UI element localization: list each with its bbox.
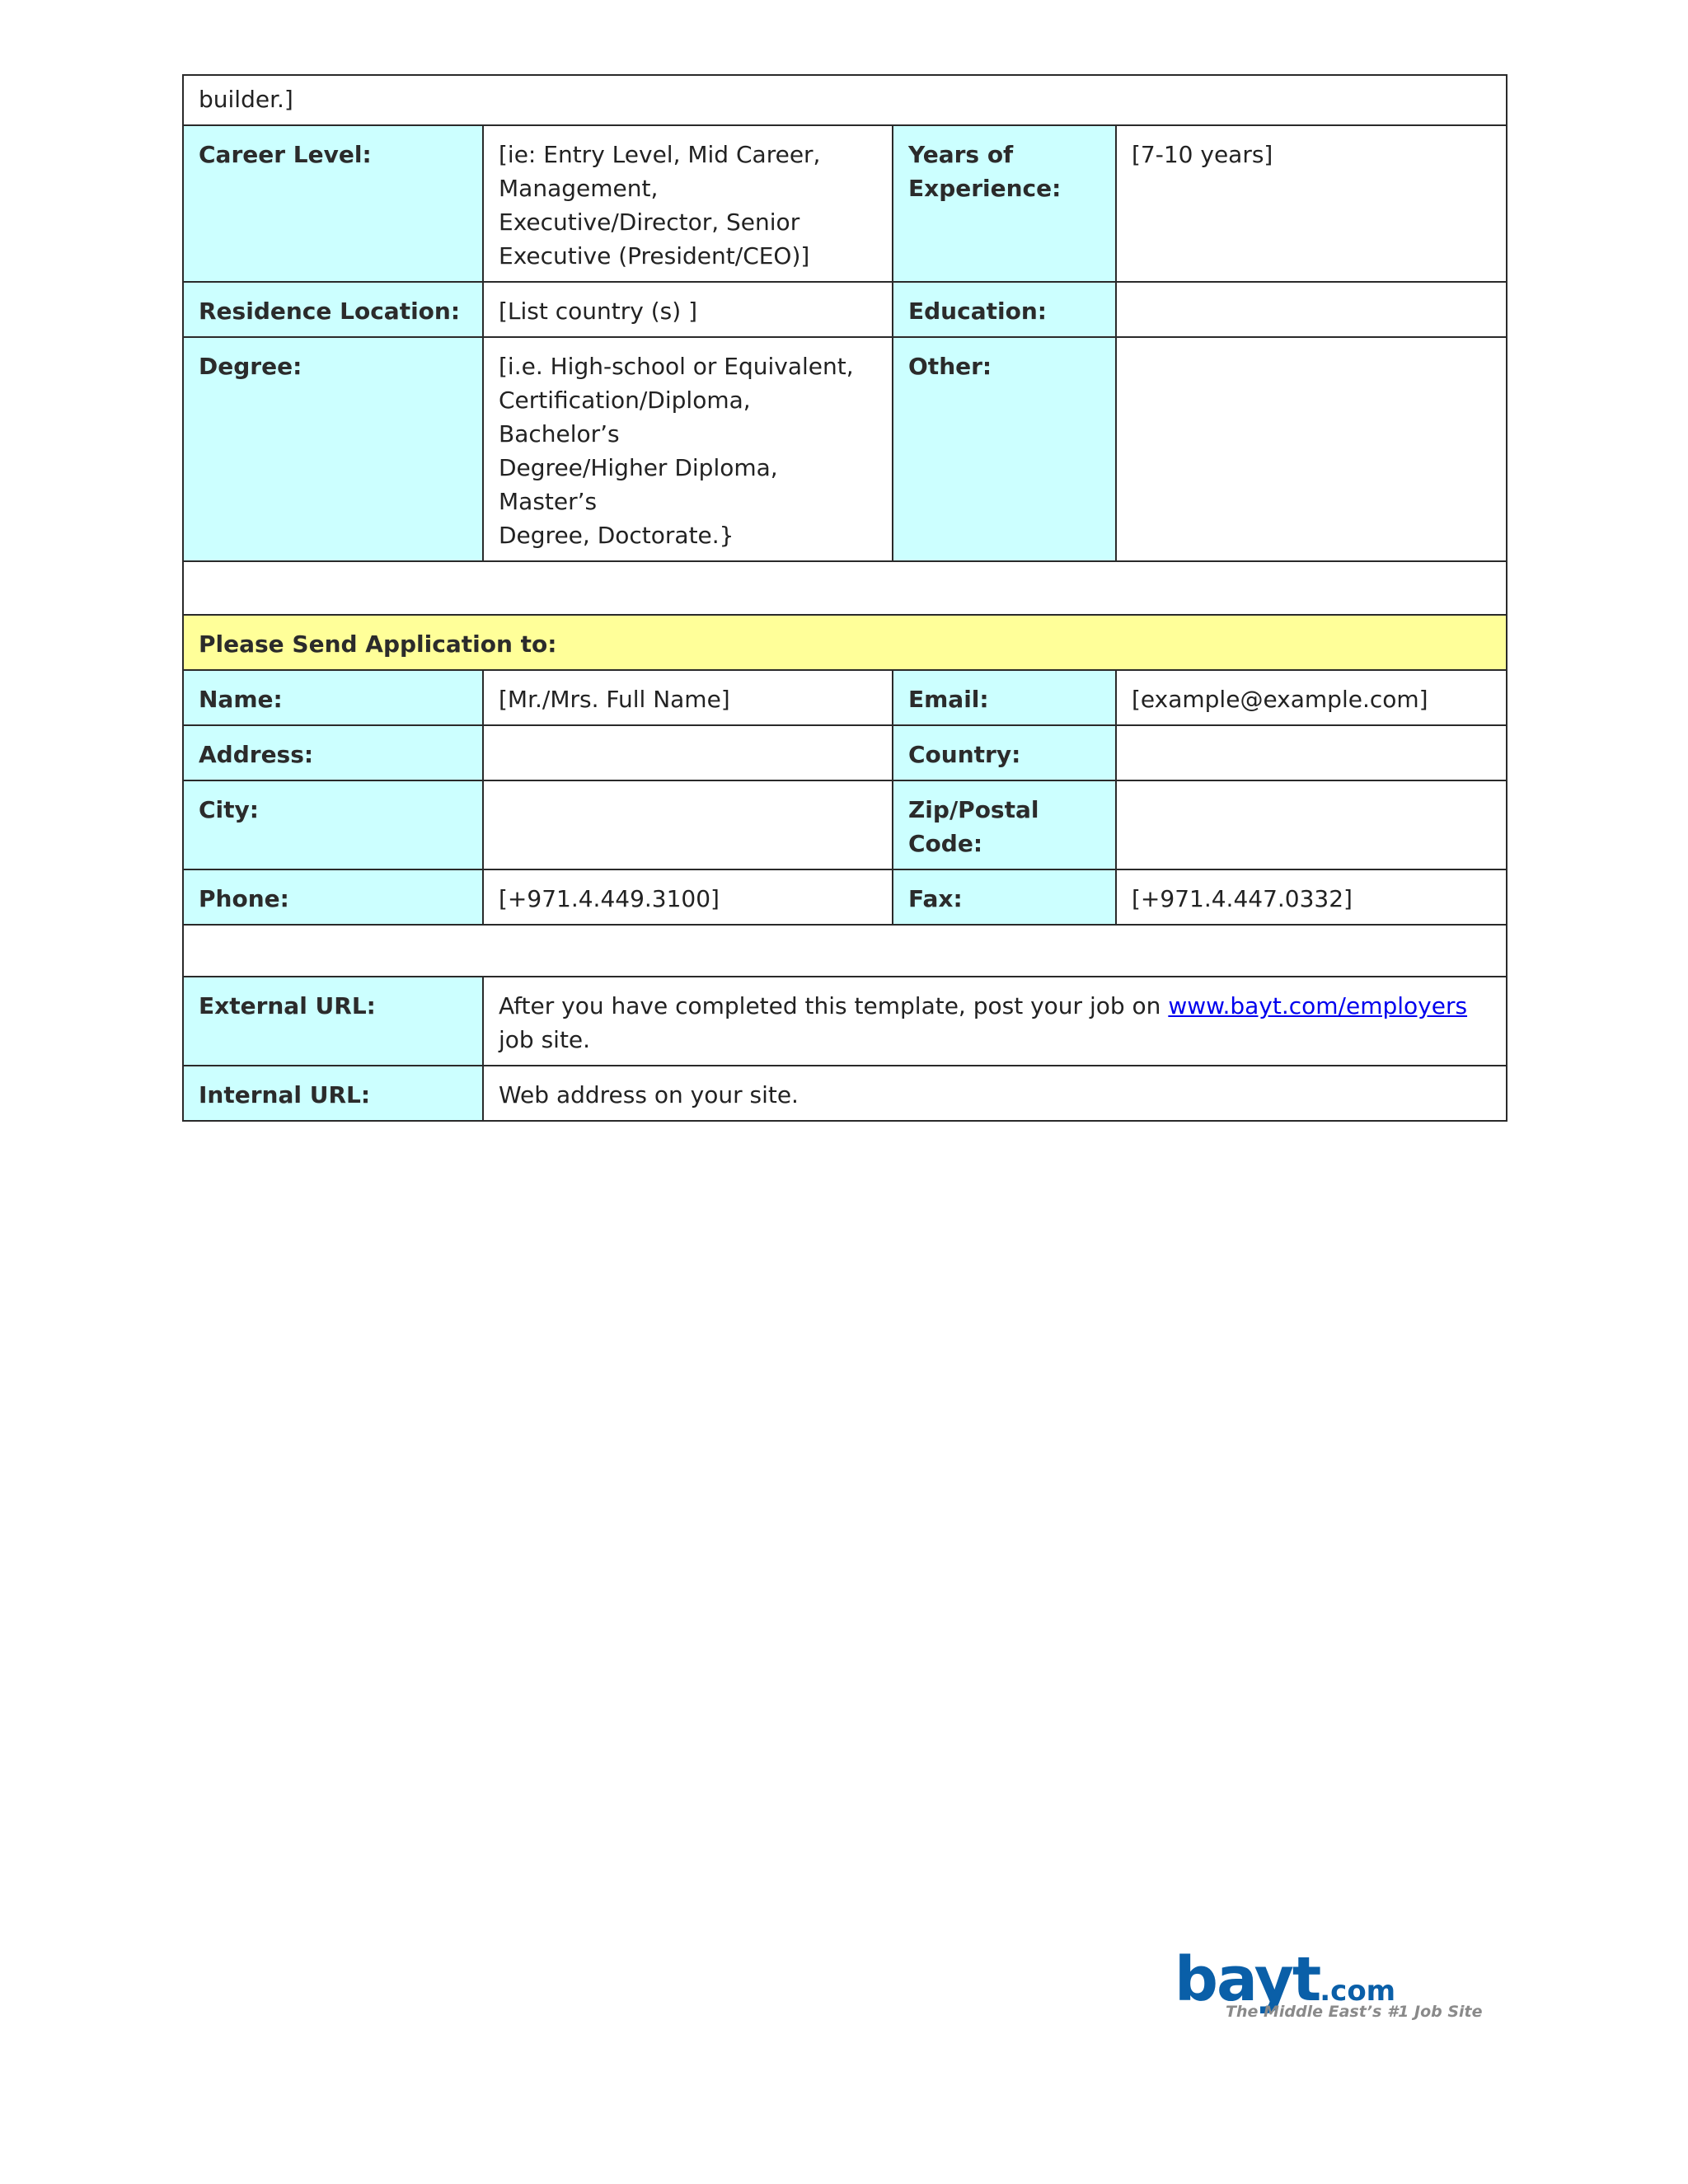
city-label: City: xyxy=(183,780,483,869)
education-value xyxy=(1116,282,1507,337)
builder-text: builder.] xyxy=(199,86,293,113)
degree-line: Degree/Higher Diploma, Master’s xyxy=(499,454,778,515)
residence-location-value: [List country (s) ] xyxy=(483,282,893,337)
career-level-value xyxy=(483,125,893,282)
external-url-text-before: After you have completed this template, post your job on xyxy=(499,992,1169,1019)
external-url-value xyxy=(483,977,1507,1066)
career-level-line: [ie: Entry Level, Mid Career, xyxy=(499,141,821,168)
country-value xyxy=(1116,725,1507,780)
table-row xyxy=(183,670,1507,725)
fax-value: [+971.4.447.0332] xyxy=(1116,869,1507,925)
external-url-label: External URL: xyxy=(183,977,483,1066)
table-row xyxy=(183,725,1507,780)
name-label: Name: xyxy=(183,670,483,725)
internal-url-label: Internal URL: xyxy=(183,1066,483,1121)
phone-label: Phone: xyxy=(183,869,483,925)
career-level-line: Executive/Director, Senior xyxy=(499,209,800,236)
table-row xyxy=(183,977,1507,1066)
table-row xyxy=(183,561,1507,615)
degree-line: [i.e. High-school or Equivalent, xyxy=(499,353,854,380)
logo-suffix: .com xyxy=(1320,1975,1396,2008)
fax-label: Fax: xyxy=(893,869,1116,925)
degree-line: Certification/Diploma, Bachelor’s xyxy=(499,387,751,448)
table-row xyxy=(183,869,1507,925)
education-label: Education: xyxy=(893,282,1116,337)
other-label: Other: xyxy=(893,337,1116,561)
spacer-row xyxy=(183,561,1507,615)
email-value: [example@example.com] xyxy=(1116,670,1507,725)
city-value xyxy=(483,780,893,869)
spacer-row xyxy=(183,925,1507,977)
years-experience-label xyxy=(893,125,1116,282)
degree-value xyxy=(483,337,893,561)
phone-value: [+971.4.449.3100] xyxy=(483,869,893,925)
logo-tagline: The Middle East’s #1 Job Site xyxy=(1226,2003,1483,2021)
table-row xyxy=(183,282,1507,337)
table-row xyxy=(183,75,1507,125)
years-label-line: Experience: xyxy=(908,175,1062,202)
zip-value xyxy=(1116,780,1507,869)
other-value xyxy=(1116,337,1507,561)
table-row xyxy=(183,615,1507,670)
table-row xyxy=(183,337,1507,561)
table-row xyxy=(183,780,1507,869)
table-row xyxy=(183,125,1507,282)
job-template-table xyxy=(182,74,1507,1122)
years-experience-value: [7-10 years] xyxy=(1116,125,1507,282)
internal-url-value: Web address on your site. xyxy=(483,1066,1507,1121)
name-value: [Mr./Mrs. Full Name] xyxy=(483,670,893,725)
table-row xyxy=(183,1066,1507,1121)
residence-location-label: Residence Location: xyxy=(183,282,483,337)
send-application-header: Please Send Application to: xyxy=(183,615,1507,670)
career-level-line: Management, xyxy=(499,175,659,202)
builder-cell xyxy=(183,75,1507,125)
logo-brand: bayt xyxy=(1175,1944,1320,2015)
career-level-line: Executive (President/CEO)] xyxy=(499,242,810,269)
address-label: Address: xyxy=(183,725,483,780)
employers-link[interactable]: www.bayt.com/employers xyxy=(1168,992,1468,1019)
table-row xyxy=(183,925,1507,977)
external-url-text-after: job site. xyxy=(499,1026,591,1053)
zip-label: Zip/Postal Code: xyxy=(893,780,1116,869)
bayt-logo xyxy=(1175,1944,1488,2027)
degree-label: Degree: xyxy=(183,337,483,561)
country-label: Country: xyxy=(893,725,1116,780)
address-value xyxy=(483,725,893,780)
years-label-line: Years of xyxy=(908,141,1014,168)
email-label: Email: xyxy=(893,670,1116,725)
degree-line: Degree, Doctorate.} xyxy=(499,522,734,549)
career-level-label: Career Level: xyxy=(183,125,483,282)
